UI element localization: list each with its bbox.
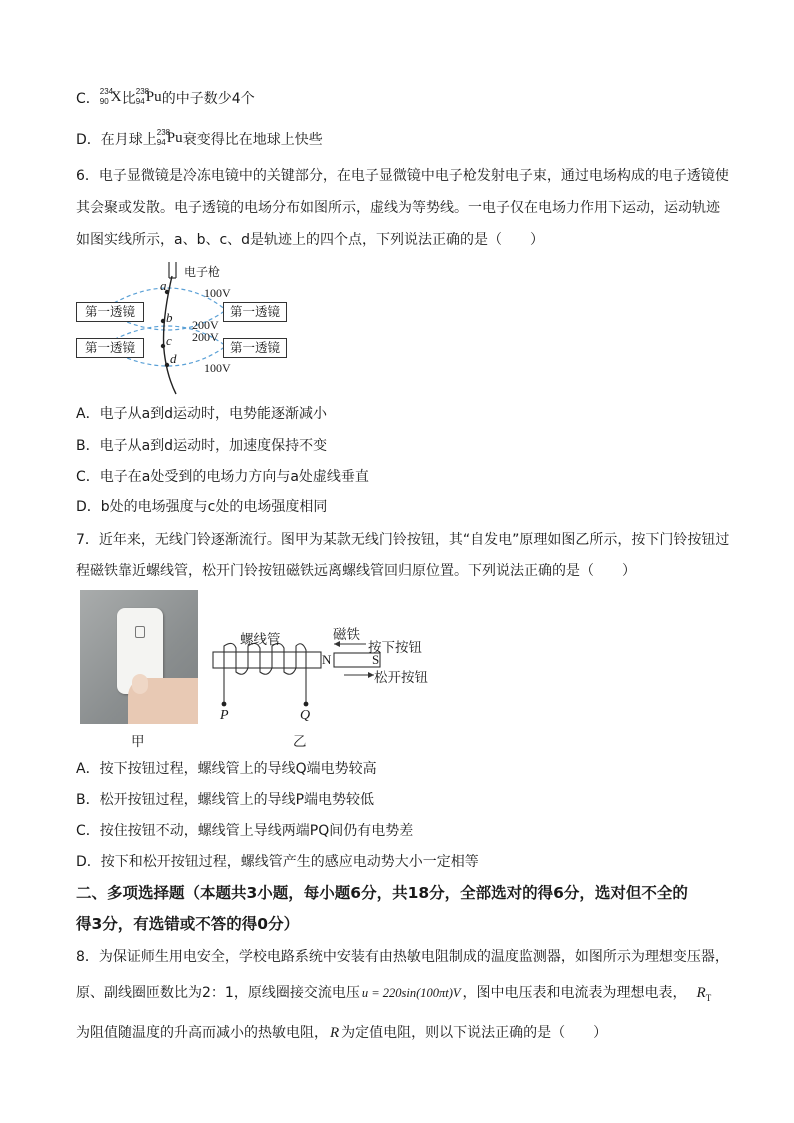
point-d: d	[170, 351, 177, 366]
terminal-p: P	[220, 708, 229, 723]
magnet-label: 磁铁	[333, 627, 360, 643]
q7-option-b: B．松开按钮过程，螺线管上的导线P端电势较低	[76, 792, 375, 808]
q7-stem-line2: 程磁铁靠近螺线管，松开门铃按钮磁铁远离螺线管回归原位置。下列说法正确的是（ ）	[76, 563, 636, 579]
point-a: a	[160, 278, 167, 293]
q8-stem-line1: 8．为保证师生用电安全，学校电路系统中安装有由热敏电阻制成的温度监测器，如图所示为理想变压器，	[76, 949, 729, 965]
q8-stem-line3: 为阻值随温度的升高而减小的热敏电阻， R 为定值电阻，则以下说法正确的是（ ）	[76, 1025, 608, 1041]
q6-stem-line3: 如图实线所示，a、b、c、d是轨迹上的四个点，下列说法正确的是（ ）	[76, 232, 545, 248]
q7-option-a: A．按下按钮过程，螺线管上的导线Q端电势较高	[76, 761, 377, 777]
q5-option-d: D．在月球上 238 94 Pu 衰变得比在地球上快些	[76, 128, 323, 148]
q6-stem-line1: 6．电子显微镜是冷冻电镜中的关键部分，在电子显微镜中电子枪发射电子束，通过电场构成的电子透镜使	[76, 168, 729, 184]
caption-jia: 甲	[131, 734, 145, 750]
nuclide-pu: 238 94 Pu	[135, 87, 162, 106]
q6-option-d: D．b处的电场强度与c处的电场强度相同	[76, 499, 328, 515]
bell-icon	[135, 626, 145, 638]
q7-option-d: D．按下和松开按钮过程，螺线管产生的感应电动势大小一定相等	[76, 854, 479, 870]
nuclide-x: 234 90 X	[99, 87, 122, 106]
section-heading-line1: 二、多项选择题（本题共3小题，每小题6分，共18分，全部选对的得6分，选对但不全的	[76, 884, 688, 902]
voltage-formula: u = 220sin(100πt)V	[361, 986, 461, 1000]
south-pole: S	[372, 652, 380, 667]
potential-label-3: 200V	[192, 330, 219, 344]
q6-stem-line2: 其会聚或发散。电子透镜的电场分布如图所示，虚线为等势线。一电子仅在电场力作用下运动，运动轨迹	[76, 200, 720, 216]
q6-option-c: C．电子在a处受到的电场力方向与a处虚线垂直	[76, 469, 369, 485]
q5-option-c: C． 234 90 X 比 238 94 Pu 的中子数少4个	[76, 87, 255, 107]
point-c: c	[166, 333, 172, 348]
north-pole: N	[322, 652, 332, 667]
q6-option-a: A．电子从a到d运动时，电势能逐渐减小	[76, 406, 328, 422]
thermistor-symbol: $R_T$	[696, 985, 712, 1003]
q7-option-c: C．按住按钮不动，螺线管上导线两端PQ间仍有电势差	[76, 823, 414, 839]
gun-label: 电子枪	[184, 265, 221, 279]
caption-yi: 乙	[293, 734, 307, 750]
lens-box-right-bottom: 第一透镜	[223, 338, 287, 358]
q6-option-b: B．电子从a到d运动时，加速度保持不变	[76, 438, 328, 454]
q8-stem-line2: 原、副线圈匝数比为2：1，原线圈接交流电压 u = 220sin(100πt)V ，图中电压表和电流表为理想电表， $R_T$	[76, 985, 712, 1003]
coil-label: 螺线管	[240, 632, 281, 648]
resistor-symbol: R	[330, 1025, 340, 1041]
lens-box-left-bottom: 第一透镜	[76, 338, 144, 358]
lens-box-left-top: 第一透镜	[76, 302, 144, 322]
lens-box-right-top: 第一透镜	[223, 302, 287, 322]
terminal-q: Q	[300, 708, 311, 723]
electron-lens-figure	[76, 258, 296, 398]
section-heading-line2: 得3分，有选错或不答的得0分）	[76, 915, 300, 933]
q7-stem-line1: 7．近年来，无线门铃逐渐流行。图甲为某款无线门铃按钮，其“自发电”原理如图乙所示，按下门铃按钮过	[76, 532, 730, 548]
potential-label-4: 100V	[204, 361, 231, 375]
press-label: 按下按钮	[368, 640, 422, 656]
potential-label-1: 100V	[204, 286, 231, 300]
solenoid-figure	[206, 620, 436, 745]
doorbell-photo	[80, 590, 198, 724]
nuclide-pu: 238 94 Pu	[156, 128, 183, 147]
release-label: 松开按钮	[374, 670, 428, 686]
potential-label-2: 200V	[192, 318, 219, 332]
point-b: b	[166, 310, 173, 325]
